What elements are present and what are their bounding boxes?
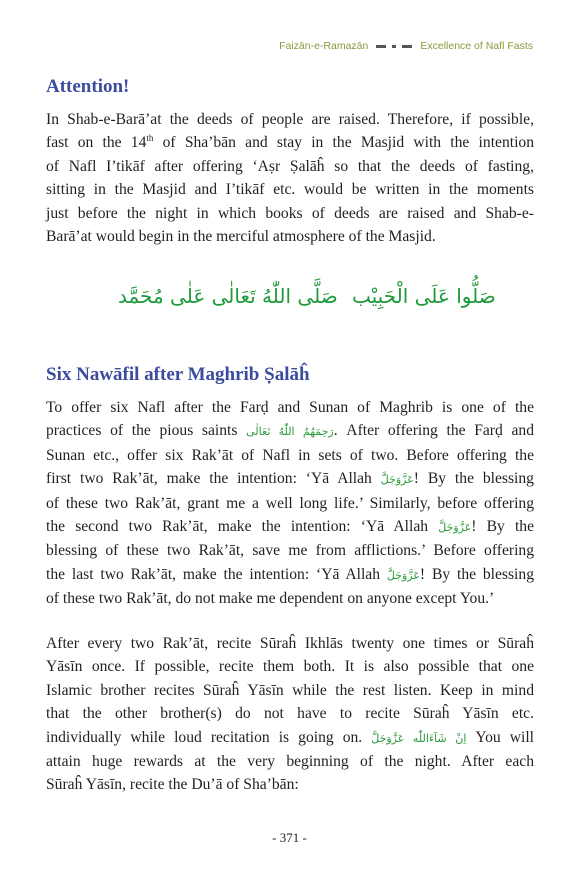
text-line: individually while loud recitation is going on. اِنْ شَآءَاللّٰه عَزَّوَجَلَّ You will bbox=[46, 728, 534, 746]
attention-paragraph bbox=[46, 108, 534, 248]
text-line: Islamic brother recites Sūraĥ Yāsīn while the rest listen. Keep in mind bbox=[46, 681, 534, 699]
text-line: After every two Rak’āt, recite Sūraĥ Ikhlās twenty one times or Sūraĥ bbox=[46, 635, 534, 652]
text-line: blessing of these two Rak’āt, save me from afflictions.’ Before offering bbox=[46, 542, 534, 560]
durood-line bbox=[0, 284, 579, 320]
durood-right: صَلُّوا عَلَى الْحَبِيْب bbox=[352, 284, 496, 308]
arabic-honorific: رَحِمَهُمُ اللّٰهُ تَعَالٰى bbox=[246, 425, 334, 439]
chapter-title: Excellence of Nafl Fasts bbox=[420, 40, 533, 52]
six-nawafil-paragraph bbox=[46, 396, 534, 611]
text-line: Barā’at would begin in the merciful atmosphere of the Masjid. bbox=[46, 228, 436, 246]
text-line: Sūraĥ Yāsīn, recite the Du’ā of Sha’bān: bbox=[46, 776, 299, 794]
text-line: first two Rak’āt, make the intention: ‘Yā Allah عَزَّوَجَلَّ! By the blessing bbox=[46, 470, 534, 488]
book-title: Faizān-e-Ramazān bbox=[279, 40, 369, 52]
header-separator bbox=[376, 45, 412, 48]
text-line: sitting in the Masjid and I’tikāf etc. would be written in the moments bbox=[46, 181, 534, 199]
text-line: attain huge rewards at the very beginning of the night. After each bbox=[46, 753, 534, 771]
page-number: - 371 - bbox=[272, 830, 307, 845]
text-line: In Shab-e-Barā’at the deeds of people are raised. Therefore, if possible, bbox=[46, 111, 534, 128]
text-line: the last two Rak’āt, make the intention: ‘Yā Allah عَزَّوَجَلَّ! By the blessing bbox=[46, 565, 534, 583]
running-header bbox=[279, 40, 533, 52]
text-line: of these two Rak’āt, do not make me dependent on anyone except You.’ bbox=[46, 590, 495, 608]
arabic-honorific: عَزَّوَجَلَّ bbox=[386, 568, 420, 582]
text-line: of these two Rak’āt, grant me a well long life.’ Similarly, before offering bbox=[46, 494, 534, 512]
arabic-honorific: عَزَّوَجَلَّ bbox=[438, 521, 472, 535]
text-line: practices of the pious saints رَحِمَهُمُ اللّٰهُ تَعَالٰى. After offering the Farḍ and bbox=[46, 422, 534, 440]
text-line: To offer six Nafl after the Farḍ and Sunan of Maghrib is one of the bbox=[46, 399, 534, 416]
recitation-paragraph bbox=[46, 632, 534, 797]
attention-heading: Attention! bbox=[46, 76, 130, 97]
text-line: of Nafl I’tikāf after offering ‘Aṣr Ṣalāĥ so that the deeds of fasting, bbox=[46, 157, 534, 175]
text-line: just before the night in which books of deeds are raised and Shab-e- bbox=[46, 204, 534, 222]
text-line: Yāsīn once. If possible, recite them both. It is also possible that one bbox=[46, 658, 534, 676]
arabic-honorific: عَزَّوَجَلَّ bbox=[380, 473, 414, 487]
six-nawafil-heading: Six Nawāfil after Maghrib Ṣalāĥ bbox=[46, 364, 310, 385]
text-line: Sunan etc., offer six Rak’āt of Nafl in sets of two. Before offering the bbox=[46, 446, 534, 464]
text-line: that the other brother(s) do not have to recite Sūraĥ Yāsīn etc. bbox=[46, 705, 534, 723]
durood-left: صَلَّى اللّٰهُ تَعَالٰى عَلٰى مُحَمَّد bbox=[118, 284, 338, 308]
text-line: fast on the 14th of Sha’bān and stay in the Masjid with the intention bbox=[46, 133, 534, 152]
text-line: the second two Rak’āt, make the intention: ‘Yā Allah عَزَّوَجَلَّ! By the bbox=[46, 518, 534, 536]
arabic-inshallah: اِنْ شَآءَاللّٰه عَزَّوَجَلَّ bbox=[371, 731, 467, 745]
